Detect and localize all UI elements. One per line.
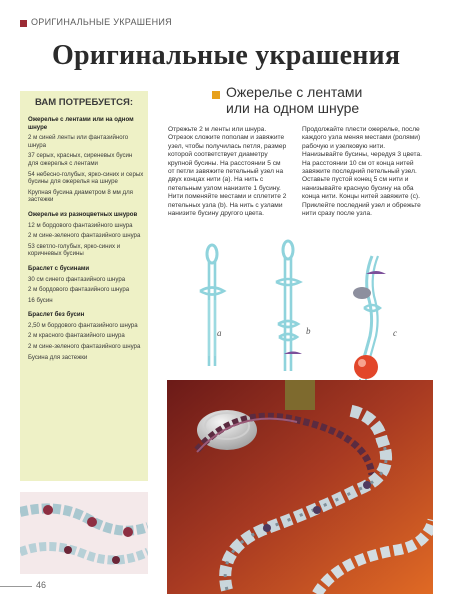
materials-item: 30 см синего фантазийного шнура xyxy=(28,275,126,283)
subtitle xyxy=(226,84,362,116)
materials-section xyxy=(28,311,144,361)
knotting-diagram xyxy=(160,236,440,386)
materials-item: Бусина для застежки xyxy=(28,353,88,361)
materials-section xyxy=(28,116,144,204)
materials-item: 54 небесно-голубых, ярко-синих и серых бусины для ожерелья на шнуре xyxy=(28,170,144,186)
materials-sidebar xyxy=(20,85,148,481)
instructions-right-column: Продолжайте плести ожерелье, после каждого узла меняя местами (ролями) рабочую и узелковую нити. Нанизывайте бусины, чередуя 3 цвета. На расстоянии 10 см от конца нитей завяжите последний петельный узел. Оставьте пустой конец 5 см нити и нанизывайте красную бусину на оба конца нити. Концы нитей завяжите (c). Приклейте последний узел и обрежьте нити сразу после узла. xyxy=(302,126,422,218)
label-a: a xyxy=(217,328,222,338)
materials-item: 12 м бордового фантазийного шнура xyxy=(28,221,133,229)
materials-item: 2 м сине-зеленого фантазийного шнура xyxy=(28,343,141,351)
label-c: c xyxy=(393,328,397,338)
materials-item: 2 м красного фантазийного шнура xyxy=(28,332,125,340)
subtitle-line-1: Ожерелье с лентами xyxy=(226,84,363,100)
detail-photo xyxy=(20,492,148,574)
materials-item: 2 м синей ленты или фантазийного шнура xyxy=(28,134,129,149)
step-a-illustration xyxy=(200,245,224,366)
materials-section xyxy=(28,211,144,258)
footer-rule xyxy=(0,586,32,587)
subtitle-line-2: или на одном шнуре xyxy=(226,100,360,116)
materials-section-heading: Ожерелье из разноцветных шнуров xyxy=(28,210,138,218)
materials-item: Крупная бусина диаметром 8 мм для застежки xyxy=(28,188,133,204)
materials-section-heading: Браслет с бусинами xyxy=(28,264,90,272)
section-label: ОРИГИНАЛЬНЫЕ УКРАШЕНИЯ xyxy=(31,17,172,27)
materials-item: 37 серых, красных, сиреневых бусин для ожерелья с лентами xyxy=(28,152,133,167)
materials-item: 2,50 м бордового фантазийного шнура xyxy=(28,321,138,329)
materials-section xyxy=(28,265,144,304)
materials-item: 53 светло-голубых, ярко-синих и коричневых бусины xyxy=(28,242,121,258)
materials-section-heading: Ожерелье с лентами или на одном шнуре xyxy=(28,116,134,131)
materials-item: 2 м сине-зеленого фантазийного шнура xyxy=(28,232,141,240)
materials-item: 16 бусин xyxy=(28,296,53,304)
label-b: b xyxy=(306,326,311,336)
page-number: 46 xyxy=(36,580,47,590)
page-title: Оригинальные украшения xyxy=(52,40,401,71)
subtitle-marker xyxy=(212,91,220,99)
materials-section-heading: Браслет без бусин xyxy=(28,311,85,319)
materials-title: ВАМ ПОТРЕБУЕТСЯ: xyxy=(35,97,133,108)
materials-item: 2 м бордового фантазийного шнура xyxy=(28,286,130,294)
step-b-illustration xyxy=(276,241,302,371)
necklace-photo xyxy=(167,380,433,594)
step-c-illustration xyxy=(353,256,386,386)
section-marker xyxy=(20,20,27,27)
materials-list xyxy=(28,116,144,368)
instructions-left-column: Отрежьте 2 м ленты или шнура. Отрезок сложите пополам и завяжите узел, чтобы получилась петля, размер которой соответствует диаметру крупной бусины. На расстоянии 5 см от петли завяжите петельный узел на двух концах нити (a). На нить с петельным узлом нанизите 1 бусину. Нити поменяйте местами и сплетите 2 петельных узла (b). На нить с узлами нанизите бусину другого цвета. xyxy=(168,126,287,218)
